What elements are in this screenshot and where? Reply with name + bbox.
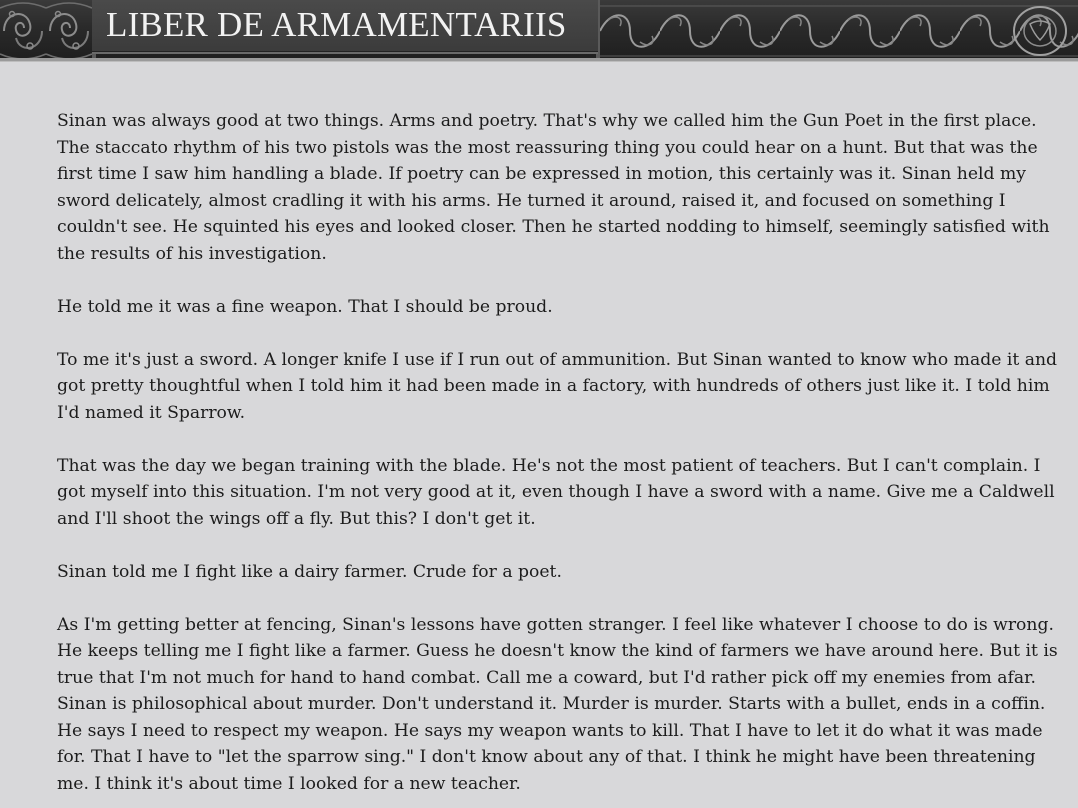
ornamental-border-icon xyxy=(0,58,1078,62)
codex-header xyxy=(0,0,1078,62)
entry-paragraph: As I'm getting better at fencing, Sinan's lessons have gotten stranger. I feel like whatever I choose to do is wrong. He keeps telling me I fight like a farmer. Guess he doesn't know the kind of farmers we have around here. But it is true that I'm not much for hand to hand combat. Call me a coward, but I'd rather pick off my enemies from afar. Sinan is philosophical about murder. Don't understand it. Murder is murder. Starts with a bullet, ends in a coffin. He says I need to respect my weapon. He says my weapon wants to kill. That I have to let it do what it was made for. That I have to "let the sparrow sing." I don't know about any of that. I think he might have been threatening me. I think it's about time I looked for a new teacher. xyxy=(57,614,1058,794)
entry-paragraph: Sinan was always good at two things. Arms and poetry. That's why we called him the Gun Poet in the first place. The staccato rhythm of his two pistols was the most reassuring thing you could hear on a hunt. But that was the first time I saw him handling a blade. If poetry can be expressed in motion, this certainly was it. Sinan held my sword delicately, almost cradling it with his arms. He turned it around, raised it, and focused on something I couldn't see. He squinted his eyes and looked closer. Then he started nodding to himself, seemingly satisfied with the results of his investigation. xyxy=(57,111,1050,264)
entry-text xyxy=(57,108,1069,808)
entry-paragraph: Sinan told me I fight like a dairy farmer. Crude for a poet. xyxy=(57,561,562,582)
entry-paragraph: That was the day we began training with the blade. He's not the most patient of teachers. But I can't complain. I got myself into this situation. I'm not very good at it, even though I have a sword with a name. Give me a Caldwell and I'll shoot the wings off a fly. But this? I don't get it. xyxy=(57,455,1055,529)
entry-paragraph: To me it's just a sword. A longer knife I use if I run out of ammunition. But Sinan wanted to know who made it and got pretty thoughtful when I told him it had been made in a factory, with hundreds of others just like it. I told him I'd named it Sparrow. xyxy=(57,349,1058,423)
page-title: LIBER DE ARMAMENTARIIS xyxy=(106,5,567,44)
entry-paragraph: He told me it was a fine weapon. That I should be proud. xyxy=(57,296,553,317)
